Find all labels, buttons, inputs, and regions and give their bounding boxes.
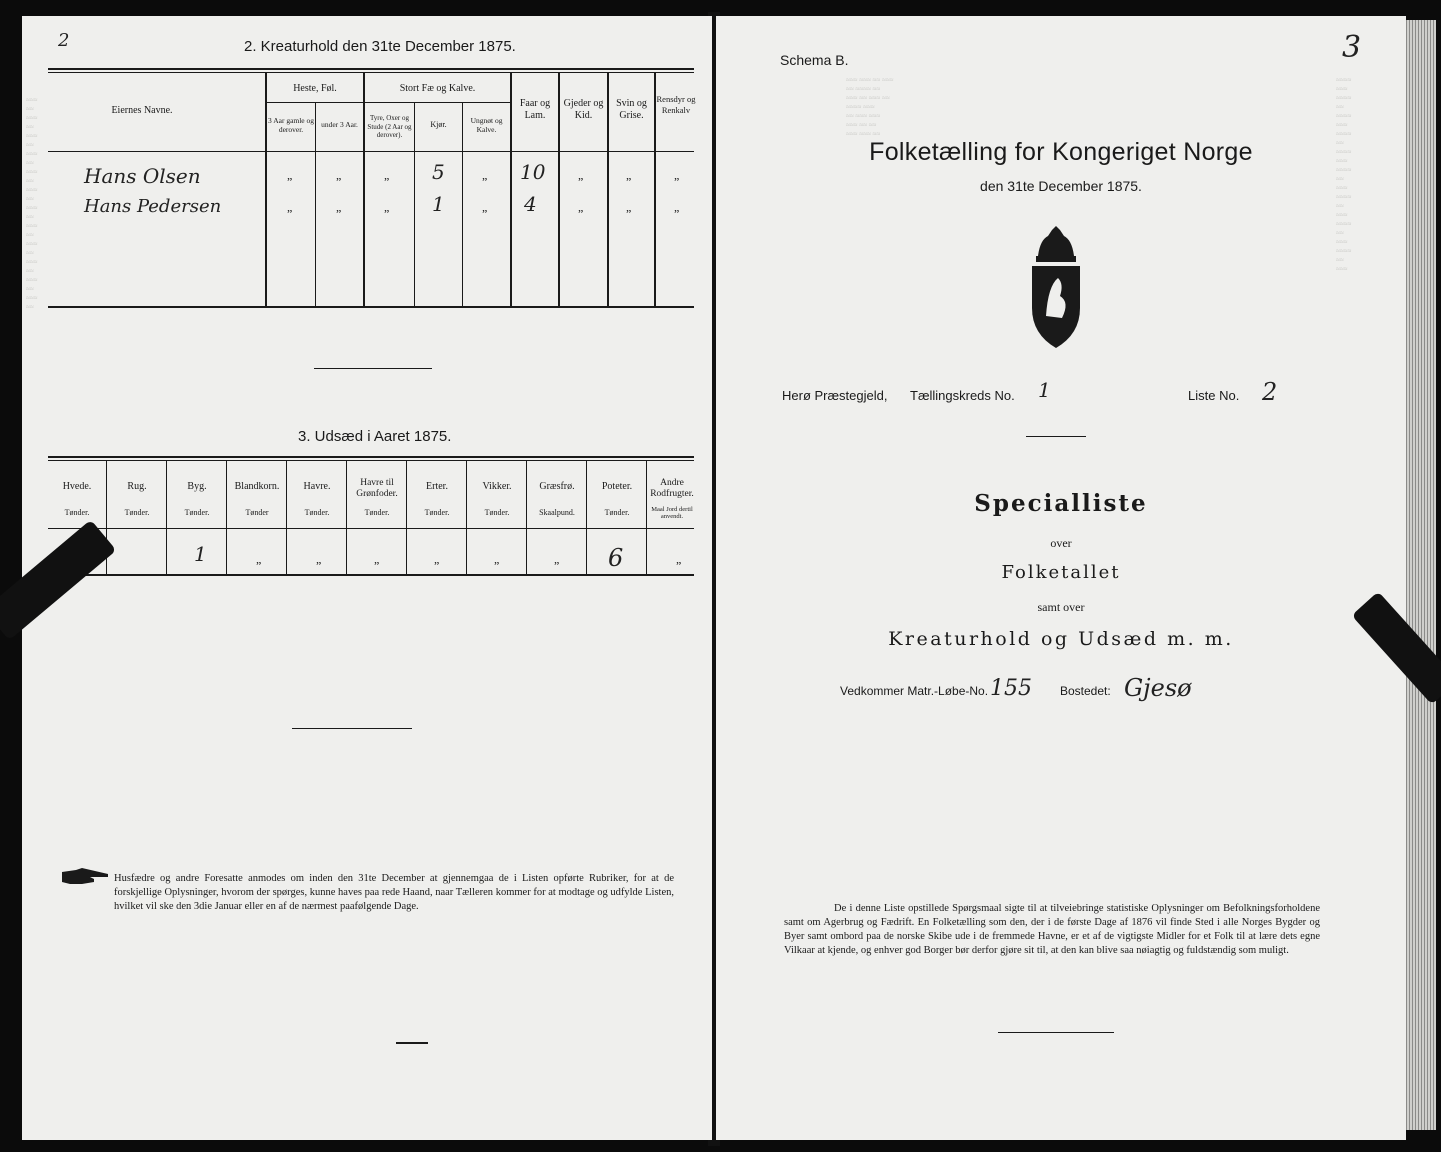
t3-value: „ — [434, 552, 440, 566]
table3-bottom-rule — [48, 574, 694, 576]
instruction-note: Husfædre og andre Foresatte anmodes om inden den 31te December at gjennemgaa de i Listen opførte Rubriker, for at de forskjellige Oplysninger, hvorom der spørges, kunne haves paa rede Haand, naar Tælleren kommer for at modtage og udfylde Listen, hvilket vil ske den 3die Januar eller en af de nærmest paafølgende Dage. — [114, 873, 674, 912]
page-number: 3 — [1342, 30, 1362, 65]
t3-unit: Skaalpund. — [539, 508, 575, 517]
t3-header-blandkorn: Blandkorn. — [234, 481, 280, 492]
table2-header-rule — [48, 151, 694, 152]
table3-col-line — [406, 460, 407, 576]
table2-col-line — [414, 102, 415, 308]
t3-value: „ — [676, 552, 682, 566]
table3-top-rule — [48, 456, 694, 458]
census-date: den 31te December 1875. — [980, 178, 1142, 194]
matr-label: Vedkommer Matr.-Løbe-No. — [840, 684, 989, 698]
district-label: Herø Præstegjeld, — [782, 388, 888, 403]
table3-col-line — [226, 460, 227, 576]
kreaturhold-heading: Kreaturhold og Udsæd m. m. — [888, 628, 1234, 650]
separator-line — [998, 1032, 1114, 1033]
cell: „ — [482, 200, 488, 214]
cell: „ — [336, 200, 342, 214]
heste-sub2-header: under 3 Aar. — [321, 120, 358, 129]
t3-unit: Tønder. — [424, 508, 450, 517]
t3-header-erter: Erter. — [426, 481, 448, 492]
cell-faar-2: 4 — [524, 192, 537, 216]
rensdyr-header: Rensdyr og Renkalv — [656, 94, 696, 115]
cell: „ — [384, 168, 390, 182]
t3-value-byg: 1 — [194, 542, 207, 566]
t3-unit: Tønder. — [184, 508, 210, 517]
ornament-line — [396, 1042, 428, 1044]
bleed-through-text: ≈≈≈≈ ≈≈≈ ≈≈≈≈ ≈≈ ≈≈≈≈ ≈≈≈ ≈≈≈≈ ≈≈ ≈≈≈≈ ≈≈≈ ≈≈≈≈ ≈≈ ≈≈≈ ≈≈≈≈ ≈≈ ≈≈≈ ≈≈≈≈ ≈≈ ≈≈≈ ≈≈≈≈ ≈≈ ≈≈≈ — [1336, 76, 1352, 273]
t3-unit: Maal Jord dertil anvendt. — [651, 506, 693, 520]
faar-header: Faar og Lam. — [519, 98, 551, 121]
t3-value: „ — [494, 552, 500, 566]
kreds-label: Tællingskreds No. — [910, 388, 1015, 403]
cell: „ — [287, 200, 293, 214]
cell: „ — [482, 168, 488, 182]
owner-name-2: Hans Pedersen — [84, 196, 222, 217]
table2-col-line — [315, 102, 316, 308]
table3-col-line — [286, 460, 287, 576]
t3-value-poteter: 6 — [608, 544, 624, 572]
heste-sub1-header: 3 Aar gamle og derover. — [267, 116, 315, 134]
corner-mark: 2 — [58, 30, 70, 51]
cell-kjor-2: 1 — [432, 192, 445, 216]
t3-unit: Tønder. — [124, 508, 150, 517]
folketallet-heading: Folketallet — [1001, 562, 1121, 583]
section2-title: 2. Kreaturhold den 31te December 1875. — [244, 38, 516, 55]
cell: „ — [287, 168, 293, 182]
table3-col-line — [346, 460, 347, 576]
table3-col-line — [646, 460, 647, 576]
cell: „ — [674, 168, 680, 182]
separator-line — [314, 368, 432, 369]
table3-col-line — [166, 460, 167, 576]
footer-text: De i denne Liste opstillede Spørgsmaal sigte til at tilveiebringe statistiske Oplysninger om Befolkningsforholdene samt om Agerbrug og Fædrift. En Folketælling som den, der i de første Dage af 1876 vil finde Sted i alle Norges Bygder og Byer samt ombord paa de norske Skibe ude i de fremmede Havne, er et af de vigtigste Midler for et Folk til at lære dets egne Vilkaar at kjende, og enhver god Borger bør derfor gjøre sit til, at den kan blive saa nøiagtig og fuldstændig som muligt. — [784, 903, 1320, 956]
svin-header: Svin og Grise. — [616, 98, 647, 121]
liste-label: Liste No. — [1188, 388, 1240, 403]
table3-col-line — [526, 460, 527, 576]
pointing-hand-icon — [60, 866, 112, 888]
matr-value: 155 — [990, 676, 1032, 701]
separator-line — [1026, 436, 1086, 437]
heste-header: Heste, Føl. — [293, 83, 337, 94]
over-text: over — [1050, 536, 1072, 550]
bleed-through-text: ≈≈≈ ≈≈ ≈≈≈ ≈≈ ≈≈≈ ≈≈ ≈≈≈ ≈≈ ≈≈≈ ≈≈ ≈≈≈ ≈≈ ≈≈≈ ≈≈ ≈≈≈ ≈≈ ≈≈≈ ≈≈ ≈≈≈ ≈≈ ≈≈≈ ≈≈ ≈≈≈ ≈≈ — [26, 96, 38, 311]
samt-over-text: samt over — [1037, 600, 1085, 614]
t3-header-rug: Rug. — [127, 481, 147, 492]
stort-sub3-header: Ungnøt og Kalve. — [470, 116, 503, 134]
cell: „ — [384, 200, 390, 214]
t3-header-havre-gronfoder: Havre til Grønfoder. — [356, 478, 398, 499]
table2-bottom-rule — [48, 306, 694, 308]
table3-col-line — [586, 460, 587, 576]
cell: „ — [578, 168, 584, 182]
table2-top-rule — [48, 68, 694, 70]
cell: „ — [626, 168, 632, 182]
page-edges — [1404, 20, 1436, 1130]
cell-faar-1: 10 — [520, 160, 546, 184]
t3-value: „ — [256, 552, 262, 566]
bostedet-value: Gjesø — [1124, 674, 1192, 702]
t3-unit: Tønder. — [364, 508, 390, 517]
right-page — [716, 16, 1406, 1140]
stort-sub2-header: Kjør. — [430, 120, 447, 129]
t3-header-vikker: Vikker. — [482, 481, 512, 492]
t3-header-havre: Havre. — [303, 481, 331, 492]
cell: „ — [336, 168, 342, 182]
t3-value: „ — [554, 552, 560, 566]
t3-header-graesfro: Græsfrø. — [539, 481, 575, 492]
section3-title: 3. Udsæd i Aaret 1875. — [298, 428, 452, 445]
owner-name-1: Hans Olsen — [84, 164, 201, 188]
t3-header-poteter: Poteter. — [601, 481, 633, 492]
owner-header: Eiernes Navne. — [111, 105, 173, 116]
table2-sub-rule — [365, 102, 510, 103]
bostedet-label: Bostedet: — [1060, 684, 1111, 698]
kreds-value: 1 — [1038, 378, 1051, 402]
cell-kjor-1: 5 — [432, 160, 445, 184]
liste-value: 2 — [1262, 378, 1278, 406]
main-title: Folketælling for Kongeriget Norge — [869, 138, 1253, 166]
cell: „ — [674, 200, 680, 214]
t3-value: „ — [316, 552, 322, 566]
t3-header-hvede: Hvede. — [62, 481, 92, 492]
table2-top-rule-thin — [48, 72, 694, 73]
t3-value: „ — [374, 552, 380, 566]
cell: „ — [626, 200, 632, 214]
table2-col-line — [363, 72, 365, 308]
gjeder-header: Gjeder og Kid. — [563, 98, 604, 121]
t3-header-byg: Byg. — [187, 481, 207, 492]
stort-sub1-header: Tyre, Oxer og Stude (2 Aar og derover). — [367, 114, 412, 139]
t3-header-andre: Andre Rodfrugter. — [650, 478, 694, 499]
table2-col-line — [265, 72, 267, 308]
coat-of-arms-icon — [1026, 226, 1086, 350]
stort-header: Stort Fæ og Kalve. — [399, 83, 476, 94]
specialliste-heading: Specialliste — [974, 490, 1148, 517]
t3-unit: Tønder. — [64, 508, 90, 517]
table3-header-rule — [48, 528, 694, 529]
table2-sub-rule — [267, 102, 363, 103]
t3-unit: Tønder. — [304, 508, 330, 517]
t3-unit: Tønder — [245, 508, 269, 517]
schema-label: Schema B. — [780, 52, 849, 68]
table3-col-line — [466, 460, 467, 576]
t3-unit: Tønder. — [484, 508, 510, 517]
separator-line — [292, 728, 412, 729]
cell: „ — [578, 200, 584, 214]
table3-top-rule-thin — [48, 460, 694, 461]
t3-unit: Tønder. — [604, 508, 630, 517]
bleed-through-text: ≈≈≈ ≈≈≈ ≈≈ ≈≈≈ ≈≈ ≈≈≈≈ ≈≈ ≈≈≈ ≈≈ ≈≈≈ ≈≈ ≈≈≈≈ ≈≈≈ ≈≈ ≈≈≈ ≈≈≈ ≈≈≈ ≈≈ ≈≈ ≈≈≈ ≈≈≈ ≈≈ — [846, 76, 894, 138]
left-page — [22, 16, 712, 1140]
